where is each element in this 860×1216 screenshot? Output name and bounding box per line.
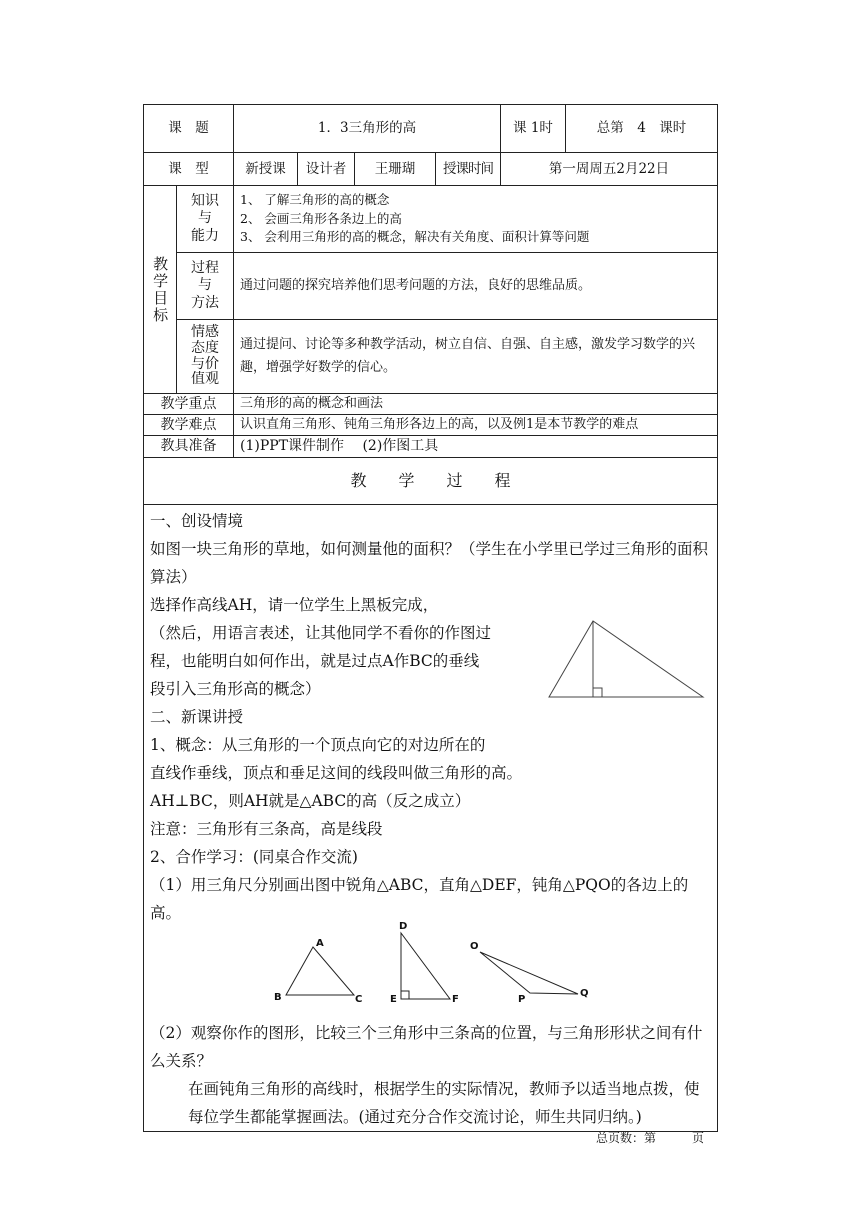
- section-1-paragraph-3b: 程，也能明白如何作出，就是过点A作BC的垂线: [150, 652, 480, 670]
- label-b: B: [274, 992, 282, 1003]
- knowledge-item: 1、 了解三角形的高的概念: [240, 191, 390, 207]
- knowledge-items: [234, 186, 718, 253]
- concept-line-1: 1、概念：从三角形的一个顶点向它的对边所在的: [150, 736, 486, 754]
- process-label-2: 与: [198, 277, 212, 294]
- label-f: F: [452, 994, 459, 1005]
- triangle-opq: [480, 952, 578, 994]
- process-content-cell: [144, 505, 718, 1132]
- topic-value: 1．3三角形的高: [234, 105, 501, 153]
- emotion-label-2: 态度: [191, 339, 219, 356]
- question-1: （1）用三角尺分别画出图中锐角△ABC，直角△DEF，钝角△PQO的各边上的高。: [150, 876, 689, 922]
- process-label-cell: [177, 253, 234, 320]
- knowledge-label-cell: [177, 186, 234, 253]
- concept-line-3: AH⊥BC，则AH就是△ABC的高（反之成立）: [150, 792, 471, 810]
- triangle-def: [401, 933, 450, 999]
- three-triangles-figure: [150, 921, 711, 1019]
- triangle-abc: [286, 947, 354, 995]
- section-1-paragraph-3c: 段引入三角形高的概念）: [150, 680, 321, 698]
- emotion-label-3: 与价: [191, 355, 219, 372]
- designer-value: 王珊瑚: [355, 153, 436, 186]
- topic-label: 课 题: [144, 105, 234, 153]
- focus-label: 教学重点: [144, 394, 234, 415]
- label-d: D: [399, 921, 408, 932]
- cooperation-title: 2、合作学习：(同桌合作交流): [150, 848, 358, 866]
- concept-line-2: 直线作垂线，顶点和垂足这间的线段叫做三角形的高。: [150, 764, 523, 782]
- process-method-text: 通过问题的探究培养他们思考问题的方法，良好的思维品质。: [234, 253, 718, 320]
- emotion-text: 通过提问、讨论等多种教学活动，树立自信、自强、自主感，激发学习数学的兴趣，增强学好数学的信心。: [234, 320, 718, 394]
- hours-cell: 课 1时: [501, 105, 566, 153]
- difficulty-label: 教学难点: [144, 415, 234, 436]
- label-p: P: [518, 994, 526, 1005]
- question-2: （2）观察你作的图形，比较三个三角形中三条高的位置，与三角形形状之间有什么关系？: [150, 1024, 703, 1070]
- emotion-label-cell: [177, 320, 234, 394]
- teaching-note: 在画钝角三角形的高线时，根据学生的实际情况，教师予以适当地点拨，使每位学生都能掌握画法。(通过充分合作交流讨论，师生共同归纳。): [188, 1080, 700, 1126]
- section-1-paragraph-2: 选择作高线AH，请一位学生上黑板完成，: [150, 596, 439, 614]
- emotion-label-1: 情感: [191, 324, 219, 341]
- grassland-triangle-figure: [547, 619, 707, 701]
- goals-label: 教学目标: [151, 255, 170, 324]
- section-1-paragraph-1: 如图一块三角形的草地，如何测量他的面积？（学生在小学里已学过三角形的面积算法）: [150, 540, 709, 586]
- prep-text: (1)PPT课件制作 (2)作图工具: [234, 436, 718, 458]
- label-q: Q: [580, 988, 589, 999]
- teach-time-value: 第一周周五2月22日: [501, 153, 718, 186]
- label-e: E: [390, 994, 397, 1005]
- knowledge-label-3: 能力: [191, 227, 219, 244]
- note-line: 注意：三角形有三条高，高是线段: [150, 820, 383, 838]
- total-hours-cell: 总第 4 课时: [566, 105, 718, 153]
- process-title: 教 学 过 程: [144, 458, 718, 505]
- emotion-label-4: 值观: [191, 371, 219, 388]
- label-c: C: [355, 994, 363, 1005]
- three-triangles-svg: [150, 927, 710, 1019]
- designer-label: 设计者: [298, 153, 355, 186]
- difficulty-text: 认识直角三角形、钝角三角形各边上的高，以及例1是本节教学的难点: [234, 415, 718, 436]
- process-label-1: 过程: [191, 259, 219, 276]
- prep-label: 教具准备: [144, 436, 234, 458]
- process-content: [144, 505, 717, 1131]
- triangle-abc-grassland: [549, 621, 703, 697]
- teach-time-label: 授课时间: [436, 153, 501, 186]
- type-label: 课 型: [144, 153, 234, 186]
- knowledge-label-2: 与: [198, 210, 212, 227]
- type-value: 新授课: [234, 153, 298, 186]
- right-angle-mark-e: [401, 991, 409, 999]
- process-label-3: 方法: [191, 294, 219, 311]
- right-angle-mark-h: [593, 688, 602, 697]
- label-o: O: [470, 941, 479, 952]
- label-a: A: [316, 938, 324, 949]
- knowledge-item: 2、 会画三角形各条边上的高: [240, 210, 402, 226]
- section-1-title: 一、创设情境: [150, 512, 244, 530]
- page-footer: 总页数：第 页: [596, 1131, 705, 1145]
- lesson-plan-table: [143, 104, 718, 1132]
- knowledge-item: 3、 会利用三角形的高的概念，解决有关角度、面积计算等问题: [240, 229, 590, 245]
- section-1-paragraph-3a: （然后，用语言表述，让其他同学不看你的作图过: [150, 624, 492, 642]
- knowledge-label-1: 知识: [191, 192, 219, 209]
- goals-label-cell: [144, 186, 177, 394]
- section-2-title: 二、新课讲授: [150, 708, 244, 726]
- focus-text: 三角形的高的概念和画法: [234, 394, 718, 415]
